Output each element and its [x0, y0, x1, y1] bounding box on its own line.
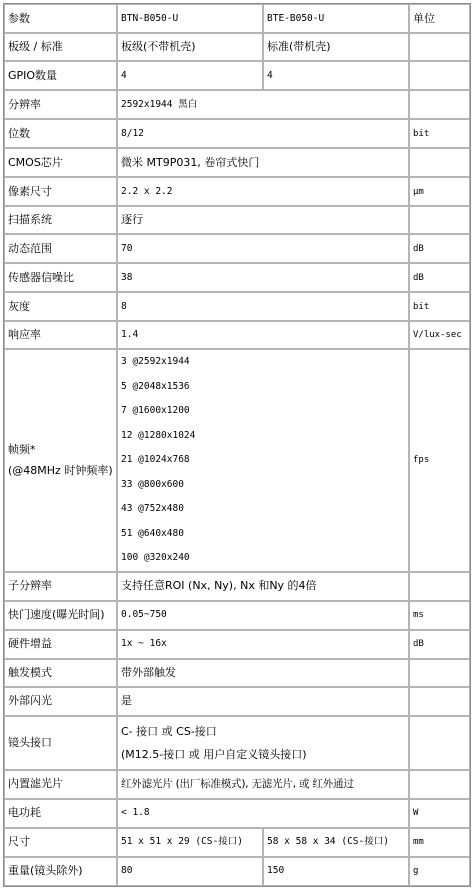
frame-rate-value: 5 @2048x1536	[121, 380, 190, 392]
frame-rate-value: 33 @800x600	[121, 478, 184, 490]
row-name: 板级 / 标准	[4, 33, 117, 61]
row-value: 70	[117, 234, 409, 263]
row-value: 0.05~750	[117, 601, 409, 630]
table-row	[4, 659, 470, 687]
size-row	[4, 828, 470, 857]
frame-rate-name	[4, 349, 117, 572]
row-unit: μm	[409, 177, 470, 206]
row-name: 内置滤光片	[4, 770, 117, 799]
lens-mount-values	[117, 716, 409, 770]
row-name: 灰度	[4, 292, 117, 321]
row-unit	[409, 61, 470, 90]
row-unit	[409, 33, 470, 61]
row-unit	[409, 687, 470, 716]
table-row	[4, 799, 470, 828]
row-unit: bit	[409, 119, 470, 148]
table-row	[4, 601, 470, 630]
row-unit: g	[409, 857, 470, 886]
row-value: 微米 MT9P031, 卷帘式快门	[117, 148, 409, 177]
table-row	[4, 90, 470, 119]
row-name: GPIO数量	[4, 61, 117, 90]
lens-mount-line1: C- 接口 或 CS-接口	[121, 724, 217, 738]
row-name: 外部闪光	[4, 687, 117, 716]
row-name: 硬件增益	[4, 630, 117, 659]
row-name: 快门速度(曝光时间)	[4, 601, 117, 630]
row-name: 分辨率	[4, 90, 117, 119]
header-unit: 单位	[409, 4, 470, 33]
frame-rate-value: 43 @752x480	[121, 503, 184, 514]
row-value-a: 80	[117, 857, 263, 886]
row-value: 带外部触发	[117, 659, 409, 687]
frame-rate-row	[4, 349, 470, 572]
row-unit	[409, 148, 470, 177]
frame-rate-value: 51 @640x480	[121, 527, 184, 539]
table-row	[4, 177, 470, 206]
table-row	[4, 572, 470, 601]
table-row	[4, 292, 470, 321]
row-name: 动态范围	[4, 234, 117, 263]
row-unit	[409, 572, 470, 601]
row-name: 子分辨率	[4, 572, 117, 601]
frame-rate-value: 21 @1024x768	[121, 454, 190, 465]
row-unit: mm	[409, 828, 470, 857]
row-name: 尺寸	[4, 828, 117, 857]
lens-mount-name: 镜头接口	[4, 716, 117, 770]
row-value-b: 标准(带机壳)	[263, 33, 409, 61]
row-unit	[409, 659, 470, 687]
row-value-a: 4	[117, 61, 263, 90]
row-unit: dB	[409, 630, 470, 659]
row-unit: dB	[409, 234, 470, 263]
row-name: 电功耗	[4, 799, 117, 828]
row-value: 逐行	[117, 206, 409, 234]
table-row	[4, 148, 470, 177]
frame-rate-value: 12 @1280x1024	[121, 429, 196, 441]
frame-rate-value: 7 @1600x1200	[121, 405, 190, 416]
frame-rate-name-line2: (@48MHz 时钟频率)	[8, 464, 113, 478]
lens-mount-unit	[409, 716, 470, 770]
row-value: 38	[117, 263, 409, 292]
row-value: 2.2 x 2.2	[117, 177, 409, 206]
row-name: 扫描系统	[4, 206, 117, 234]
row-unit	[409, 770, 470, 799]
table-row	[4, 61, 470, 90]
lens-mount-line2: (M12.5-接口 或 用户自定义镜头接口)	[121, 747, 307, 761]
header-model-a: BTN-B050-U	[117, 4, 263, 33]
row-value: 支持任意ROI (Nx, Ny), Nx 和Ny 的4倍	[117, 572, 409, 601]
row-value-b: 4	[263, 61, 409, 90]
table-row	[4, 119, 470, 148]
row-value: 2592x1944 黑白	[117, 90, 409, 119]
row-unit	[409, 206, 470, 234]
row-name: 传感器信噪比	[4, 263, 117, 292]
row-unit: ms	[409, 601, 470, 630]
row-name: 响应率	[4, 321, 117, 349]
row-unit: W	[409, 799, 470, 828]
spec-table	[3, 3, 471, 887]
row-name: 重量(镜头除外)	[4, 857, 117, 886]
row-value: 1x ~ 16x	[117, 630, 409, 659]
frame-rate-unit: fps	[409, 349, 470, 572]
row-unit	[409, 90, 470, 119]
table-row	[4, 770, 470, 799]
row-value-a: 51 x 51 x 29 (CS-接口)	[117, 828, 263, 857]
row-name: 像素尺寸	[4, 177, 117, 206]
table-row	[4, 630, 470, 659]
weight-row	[4, 857, 470, 886]
row-value-b: 58 x 58 x 34 (CS-接口)	[263, 828, 409, 857]
table-row	[4, 263, 470, 292]
row-value: < 1.8	[117, 799, 409, 828]
table-row	[4, 33, 470, 61]
frame-rate-value: 3 @2592x1944	[121, 356, 190, 367]
row-value: 8/12	[117, 119, 409, 148]
row-name: CMOS芯片	[4, 148, 117, 177]
row-name: 位数	[4, 119, 117, 148]
row-value: 1.4	[117, 321, 409, 349]
header-row	[4, 4, 470, 33]
frame-rate-value: 100 @320x240	[121, 552, 190, 563]
table-row	[4, 206, 470, 234]
lens-mount-row	[4, 716, 470, 770]
row-unit: dB	[409, 263, 470, 292]
frame-rate-values	[117, 349, 409, 572]
row-value: 8	[117, 292, 409, 321]
row-value: 是	[117, 687, 409, 716]
header-param: 参数	[4, 4, 117, 33]
table-row	[4, 687, 470, 716]
table-row	[4, 321, 470, 349]
row-value-a: 板级(不带机壳)	[117, 33, 263, 61]
row-unit: bit	[409, 292, 470, 321]
row-name: 触发模式	[4, 659, 117, 687]
row-unit: V/lux-sec	[409, 321, 470, 349]
frame-rate-name-line1: 帧频*	[8, 443, 36, 457]
row-value: 红外滤光片 (出厂标准模式), 无滤光片, 或 红外通过	[117, 770, 409, 799]
table-row	[4, 234, 470, 263]
row-value-b: 150	[263, 857, 409, 886]
header-model-b: BTE-B050-U	[263, 4, 409, 33]
